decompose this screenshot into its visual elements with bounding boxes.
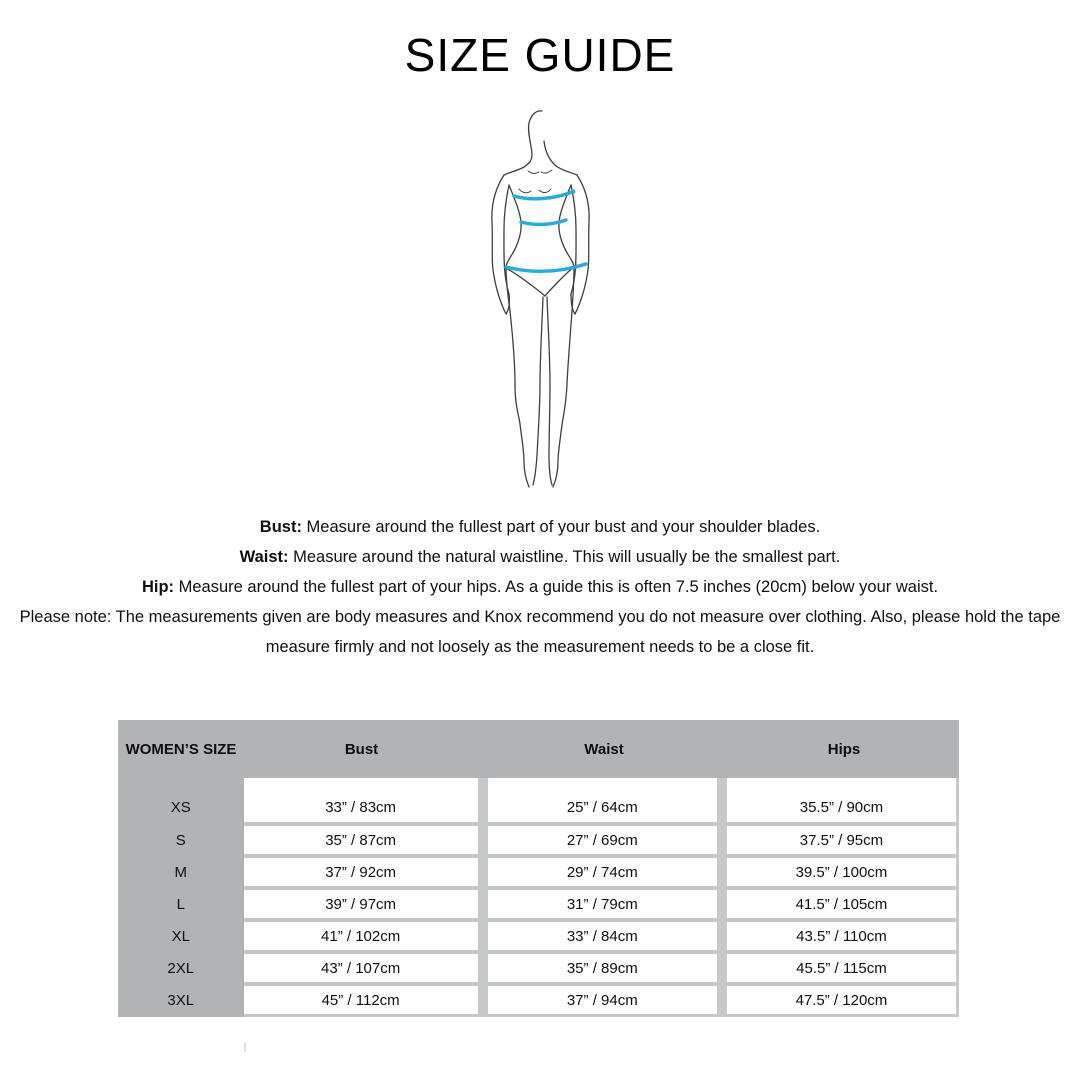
header-womens-size: WOMEN’S SIZE	[125, 740, 237, 758]
size-column	[118, 778, 244, 1017]
size-table-header	[118, 720, 959, 778]
column-divider	[478, 778, 488, 1017]
table-cell: 37” / 92cm	[244, 858, 478, 886]
size-label: XS	[170, 799, 191, 816]
size-table	[118, 720, 959, 1017]
hip-label: Hip:	[141, 578, 175, 596]
table-cell: 39.5” / 100cm	[727, 858, 956, 886]
bust-label: Bust:	[259, 518, 302, 536]
column-divider	[717, 778, 727, 1017]
waist-label: Waist:	[239, 548, 289, 566]
measurement-instructions	[0, 512, 1080, 662]
table-cell: 35” / 89cm	[488, 954, 717, 982]
table-cell: 47.5” / 120cm	[727, 986, 956, 1014]
bust-measurement-line	[514, 192, 572, 199]
hip-instruction: Hip: Measure around the fullest part of your hips. As a guide this is often 7.5 inches (20cm) below your waist.	[141, 578, 939, 596]
size-label: XL	[171, 927, 190, 945]
size-label: M	[174, 863, 188, 881]
size-table-body	[118, 778, 959, 1017]
bust-line-end-dot	[571, 189, 576, 194]
header-hips: Hips	[827, 740, 861, 758]
body-measurement-diagram	[440, 104, 640, 494]
page-title: SIZE GUIDE	[404, 29, 676, 81]
stray-mark	[244, 1043, 246, 1052]
table-cell: 33” / 83cm	[244, 778, 478, 822]
size-label: 2XL	[167, 959, 195, 977]
table-cell: 41.5” / 105cm	[727, 890, 956, 918]
header-waist: Waist	[584, 740, 624, 758]
table-cell: 29” / 74cm	[488, 858, 717, 886]
table-cell: 37” / 94cm	[488, 986, 717, 1014]
measurement-note: Please note: The measurements given are body measures and Knox recommend you do not measure over clothing. Also, please hold the tape measure firmly and not loosely as the measurement needs to be a close fit.	[19, 608, 1061, 656]
table-cell: 37.5” / 95cm	[727, 826, 956, 854]
table-cell: 41” / 102cm	[244, 922, 478, 950]
bust-instruction: Bust: Measure around the fullest part of your bust and your shoulder blades.	[259, 518, 821, 536]
waist-column	[488, 778, 717, 1017]
waist-measurement-line	[521, 220, 566, 224]
table-cell: 35” / 87cm	[244, 826, 478, 854]
bust-column	[244, 778, 478, 1017]
waist-instruction: Waist: Measure around the natural waistline. This will usually be the smallest part.	[239, 548, 841, 566]
size-label: L	[176, 895, 185, 913]
table-cell: 35.5” / 90cm	[727, 778, 956, 822]
hips-column	[727, 778, 956, 1017]
size-label: 3XL	[167, 991, 195, 1009]
table-cell: 31” / 79cm	[488, 890, 717, 918]
table-cell: 25” / 64cm	[488, 778, 717, 822]
table-right-edge	[956, 778, 959, 1017]
table-cell: 39” / 97cm	[244, 890, 478, 918]
table-cell: 27” / 69cm	[488, 826, 717, 854]
table-cell: 43” / 107cm	[244, 954, 478, 982]
header-bust: Bust	[344, 740, 379, 758]
table-cell: 45.5” / 115cm	[727, 954, 956, 982]
figure-outline	[492, 111, 589, 487]
table-cell: 33” / 84cm	[488, 922, 717, 950]
size-label: S	[175, 831, 186, 849]
table-cell: 45” / 112cm	[244, 986, 478, 1014]
table-cell: 43.5” / 110cm	[727, 922, 956, 950]
